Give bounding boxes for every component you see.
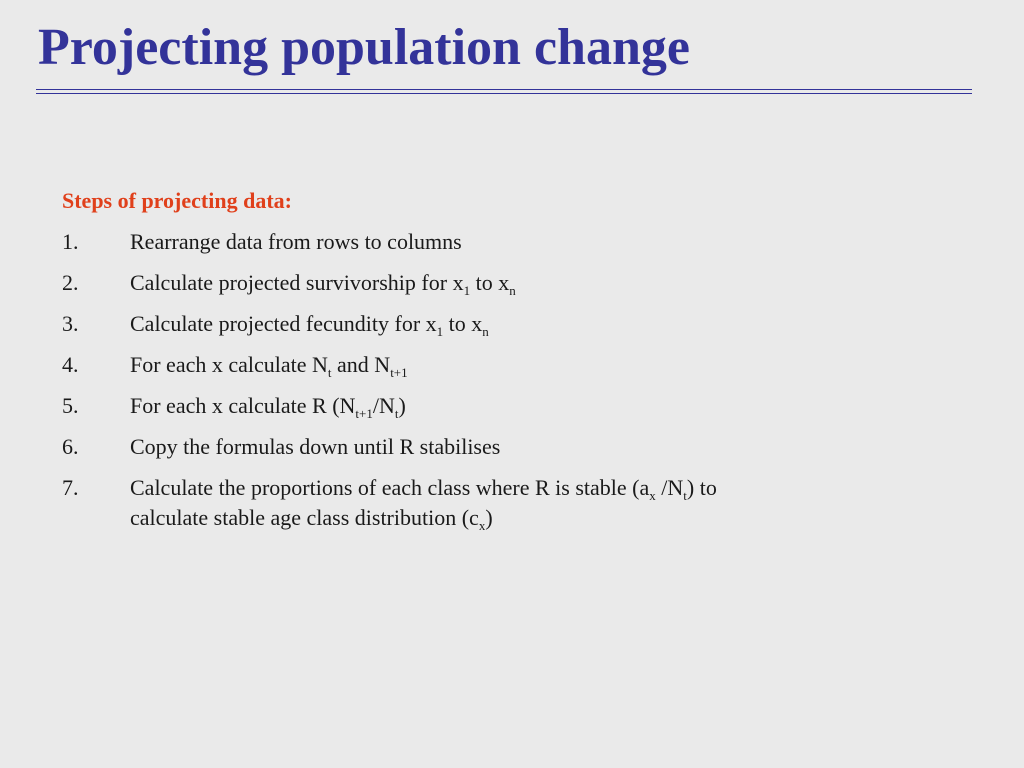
- slide-title: Projecting population change: [38, 19, 690, 76]
- step-item: [62, 227, 962, 257]
- step-text: [130, 391, 962, 421]
- step-text-part: Calculate projected fecundity for x: [130, 311, 437, 336]
- steps-heading: Steps of projecting data:: [62, 188, 292, 213]
- step-text: [130, 432, 962, 462]
- step-text-part: ): [398, 393, 406, 418]
- step-item: [62, 309, 962, 339]
- step-text-part: Calculate the proportions of each class where R is stable (a: [130, 475, 650, 500]
- subscript: t+1: [355, 406, 373, 421]
- subscript: 1: [463, 283, 471, 298]
- step-text: [130, 309, 962, 339]
- step-text-part: Copy the formulas down until R stabilises: [130, 434, 501, 459]
- slide-content: [62, 186, 962, 544]
- step-number: 2.: [62, 270, 79, 295]
- step-text-part: to x: [443, 311, 483, 336]
- step-number: 3.: [62, 311, 79, 336]
- step-text-part: Calculate projected survivorship for x: [130, 270, 464, 295]
- step-number: 6.: [62, 434, 79, 459]
- subscript: t+1: [390, 365, 408, 380]
- step-text-part: and N: [331, 352, 391, 377]
- step-item: [62, 473, 962, 533]
- step-item: [62, 268, 962, 298]
- subscript: 1: [436, 324, 444, 339]
- step-line: [130, 503, 962, 533]
- subscript: n: [482, 324, 489, 339]
- subscript: t: [327, 365, 332, 380]
- step-text-part: /N: [655, 475, 684, 500]
- step-text: [130, 268, 962, 298]
- step-text-part: to x: [470, 270, 510, 295]
- step-line: [130, 473, 962, 503]
- step-text-part: /N: [372, 393, 395, 418]
- step-text-part: ): [485, 505, 493, 530]
- step-text-part: For each x calculate R (N: [130, 393, 356, 418]
- subscript: n: [509, 283, 516, 298]
- step-text-part: Rearrange data from rows to columns: [130, 229, 462, 254]
- step-text-part: ) to: [686, 475, 717, 500]
- step-text: [130, 350, 962, 380]
- step-number: 7.: [62, 475, 79, 500]
- subscript: t: [683, 488, 687, 503]
- step-number: 4.: [62, 352, 79, 377]
- subscript: x: [649, 488, 656, 503]
- step-number: 5.: [62, 393, 79, 418]
- step-text: [130, 227, 962, 257]
- step-number: 1.: [62, 229, 79, 254]
- step-item: [62, 350, 962, 380]
- step-item: [62, 432, 962, 462]
- title-underline: [36, 89, 972, 94]
- step-text-part: calculate stable age class distribution (c: [130, 505, 479, 530]
- step-text: [130, 473, 962, 533]
- subscript: t: [394, 406, 399, 421]
- step-text-part: For each x calculate N: [130, 352, 328, 377]
- step-item: [62, 391, 962, 421]
- subscript: x: [478, 518, 486, 533]
